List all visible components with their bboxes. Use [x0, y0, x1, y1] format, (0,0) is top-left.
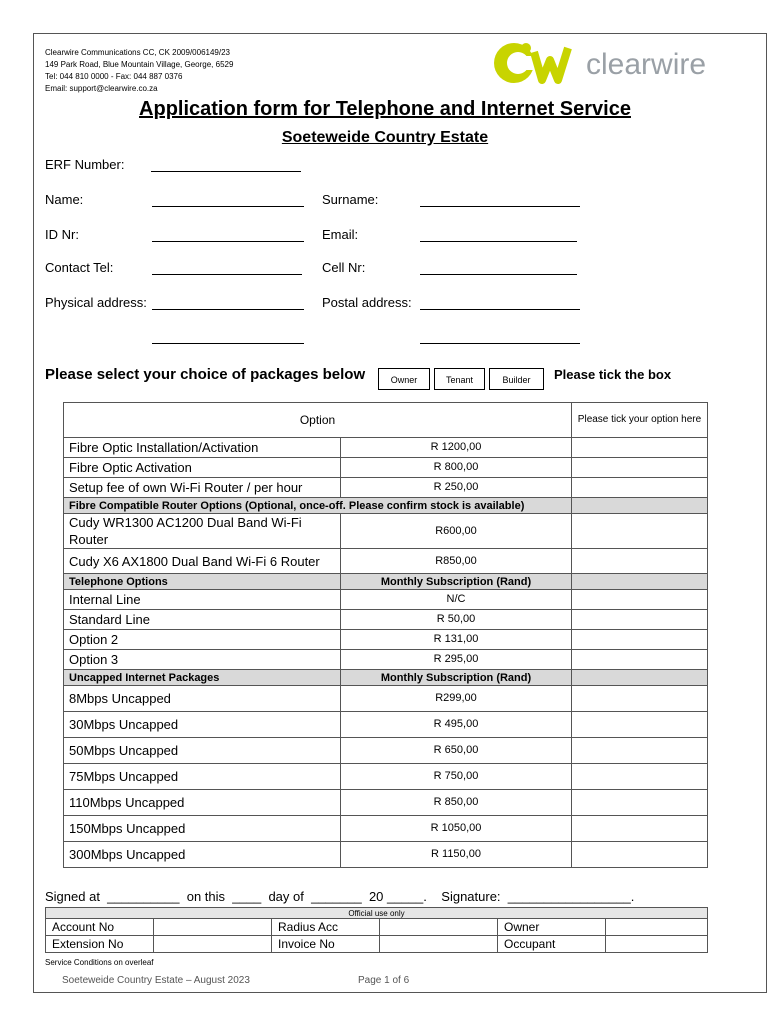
company-name: Clearwire Communications CC, CK 2009/006149/23 — [45, 48, 230, 57]
option-price: R 131,00 — [341, 630, 572, 650]
owner-tickbox[interactable]: Owner — [378, 368, 430, 390]
email-input-line[interactable] — [420, 241, 577, 242]
postal-input-line[interactable] — [420, 309, 580, 310]
table-row — [64, 764, 708, 790]
physical-input-line-2[interactable] — [152, 343, 304, 344]
extension-no-field[interactable] — [154, 936, 272, 953]
packages-heading: Please select your choice of packages below — [45, 366, 366, 383]
account-no-label: Account No — [46, 919, 154, 936]
table-row — [64, 816, 708, 842]
builder-tickbox[interactable]: Builder — [489, 368, 544, 390]
table-row — [64, 438, 708, 458]
table-row — [64, 610, 708, 630]
option-price: N/C — [341, 590, 572, 610]
year-blank[interactable]: _____. — [387, 889, 438, 904]
options-table — [63, 402, 708, 868]
option-price: R 850,00 — [341, 790, 572, 816]
option-label: Standard Line — [64, 610, 341, 630]
official-use-table — [45, 907, 708, 953]
option-price: R 495,00 — [341, 712, 572, 738]
option-price: R 800,00 — [341, 458, 572, 478]
option-price: R 1150,00 — [341, 842, 572, 868]
account-no-field[interactable] — [154, 919, 272, 936]
footer-page-number: Page 1 of 6 — [358, 975, 410, 986]
contact-input-line[interactable] — [152, 274, 302, 275]
radius-acc-label: Radius Acc — [272, 919, 380, 936]
router-section-row — [64, 498, 708, 514]
year-label: 20 — [368, 889, 384, 904]
router-section-label: Fibre Compatible Router Options (Optional, once-off. Please confirm stock is available) — [64, 498, 572, 514]
option-label: 300Mbps Uncapped — [64, 842, 341, 868]
option-price: R 295,00 — [341, 650, 572, 670]
day-of-label: day of — [268, 889, 304, 904]
company-details — [45, 47, 233, 95]
net-section-row — [64, 670, 708, 686]
id-label: ID Nr: — [45, 227, 79, 242]
signed-at-blank[interactable]: __________ — [103, 889, 184, 904]
table-row — [64, 686, 708, 712]
table-row — [64, 458, 708, 478]
option-price: R 250,00 — [341, 478, 572, 498]
option-tick-cell[interactable] — [572, 610, 708, 630]
option-tick-cell[interactable] — [572, 842, 708, 868]
option-label: Fibre Optic Activation — [64, 458, 341, 478]
erf-label: ERF Number: — [45, 157, 125, 172]
table-row — [64, 590, 708, 610]
option-price: R 750,00 — [341, 764, 572, 790]
option-price: R 1200,00 — [341, 438, 572, 458]
option-price: R 50,00 — [341, 610, 572, 630]
occupant-field[interactable] — [606, 936, 708, 953]
official-use-header: Official use only — [46, 908, 708, 919]
option-label: Fibre Optic Installation/Activation — [64, 438, 341, 458]
postal-input-line-2[interactable] — [420, 343, 580, 344]
option-tick-cell[interactable] — [572, 514, 708, 549]
form-title: Application form for Telephone and Internet Service — [139, 98, 631, 120]
form-subtitle: Soeteweide Country Estate — [281, 129, 489, 146]
option-label: 50Mbps Uncapped — [64, 738, 341, 764]
option-tick-cell[interactable] — [572, 549, 708, 574]
name-input-line[interactable] — [152, 206, 304, 207]
option-price: R 1050,00 — [341, 816, 572, 842]
table-row — [64, 790, 708, 816]
tick-header: Please tick your option here — [572, 403, 708, 438]
option-label: 75Mbps Uncapped — [64, 764, 341, 790]
option-label: 110Mbps Uncapped — [64, 790, 341, 816]
option-header: Option — [64, 403, 572, 438]
option-label: Cudy X6 AX1800 Dual Band Wi-Fi 6 Router — [64, 549, 341, 574]
option-tick-cell[interactable] — [572, 738, 708, 764]
cell-label: Cell Nr: — [322, 260, 366, 275]
company-email: Email: support@clearwire.co.za — [45, 84, 158, 93]
option-price: R600,00 — [341, 514, 572, 549]
table-row — [64, 478, 708, 498]
name-label: Name: — [45, 192, 84, 207]
option-tick-cell[interactable] — [572, 712, 708, 738]
day-blank[interactable]: ____ — [228, 889, 265, 904]
signature-line — [45, 889, 634, 904]
table-header-row — [64, 403, 708, 438]
signature-label: Signature: — [441, 889, 501, 904]
occupant-label: Occupant — [498, 936, 606, 953]
option-label: 8Mbps Uncapped — [64, 686, 341, 712]
company-phone: Tel: 044 810 0000 - Fax: 044 887 0376 — [45, 72, 183, 81]
service-conditions-note: Service Conditions on overleaf — [45, 958, 154, 967]
tenant-tickbox[interactable]: Tenant — [434, 368, 485, 390]
tick-note: Please tick the box — [554, 367, 672, 382]
extension-no-label: Extension No — [46, 936, 154, 953]
table-row — [64, 650, 708, 670]
surname-label: Surname: — [322, 192, 379, 207]
option-tick-cell[interactable] — [572, 458, 708, 478]
net-section-label: Uncapped Internet Packages — [64, 670, 341, 686]
option-tick-cell[interactable] — [572, 590, 708, 610]
tel-section-label: Telephone Options — [64, 574, 341, 590]
physical-input-line[interactable] — [152, 309, 304, 310]
option-tick-cell[interactable] — [572, 630, 708, 650]
table-row — [64, 738, 708, 764]
physical-label: Physical address: — [45, 295, 147, 310]
option-label: Option 2 — [64, 630, 341, 650]
invoice-no-field[interactable] — [380, 936, 498, 953]
option-tick-cell[interactable] — [572, 650, 708, 670]
official-row-2 — [46, 936, 708, 953]
signed-at-label: Signed at — [45, 889, 100, 904]
erf-input-line[interactable] — [151, 171, 301, 172]
option-tick-cell[interactable] — [572, 438, 708, 458]
option-tick-cell[interactable] — [572, 764, 708, 790]
option-label: 150Mbps Uncapped — [64, 816, 341, 842]
month-blank[interactable]: _______ — [307, 889, 366, 904]
option-tick-cell[interactable] — [572, 686, 708, 712]
footer-estate-date: Soeteweide Country Estate – August 2023 — [62, 975, 250, 986]
tel-section-sub: Monthly Subscription (Rand) — [341, 574, 572, 590]
table-row — [64, 712, 708, 738]
cell-input-line[interactable] — [420, 274, 577, 275]
postal-label: Postal address: — [322, 295, 412, 310]
contact-label: Contact Tel: — [45, 260, 114, 275]
option-price: R850,00 — [341, 549, 572, 574]
table-row — [64, 842, 708, 868]
company-address: 149 Park Road, Blue Mountain Village, George, 6529 — [45, 60, 234, 69]
option-label: Setup fee of own Wi-Fi Router / per hour — [64, 478, 341, 498]
option-label: Cudy WR1300 AC1200 Dual Band Wi-Fi Router — [64, 514, 341, 549]
email-label: Email: — [322, 227, 359, 242]
official-row-1 — [46, 919, 708, 936]
option-label: 30Mbps Uncapped — [64, 712, 341, 738]
owner-label: Owner — [498, 919, 606, 936]
option-tick-cell[interactable] — [572, 816, 708, 842]
radius-acc-field[interactable] — [380, 919, 498, 936]
logo-w-mark — [534, 48, 568, 80]
option-label: Internal Line — [64, 590, 341, 610]
option-label: Option 3 — [64, 650, 341, 670]
option-price: R299,00 — [341, 686, 572, 712]
table-row — [64, 549, 708, 574]
option-tick-cell[interactable] — [572, 478, 708, 498]
id-input-line[interactable] — [152, 241, 304, 242]
signature-blank[interactable]: _________________. — [504, 889, 635, 904]
on-this-label: on this — [186, 889, 226, 904]
option-tick-cell[interactable] — [572, 790, 708, 816]
table-row — [64, 630, 708, 650]
logo-text: clearwire — [586, 48, 707, 81]
net-section-sub: Monthly Subscription (Rand) — [341, 670, 572, 686]
invoice-no-label: Invoice No — [272, 936, 380, 953]
option-price: R 650,00 — [341, 738, 572, 764]
clearwire-logo — [492, 38, 732, 88]
tel-section-row — [64, 574, 708, 590]
surname-input-line[interactable] — [420, 206, 580, 207]
owner-field[interactable] — [606, 919, 708, 936]
table-row — [64, 514, 708, 549]
logo-dot — [521, 43, 531, 53]
